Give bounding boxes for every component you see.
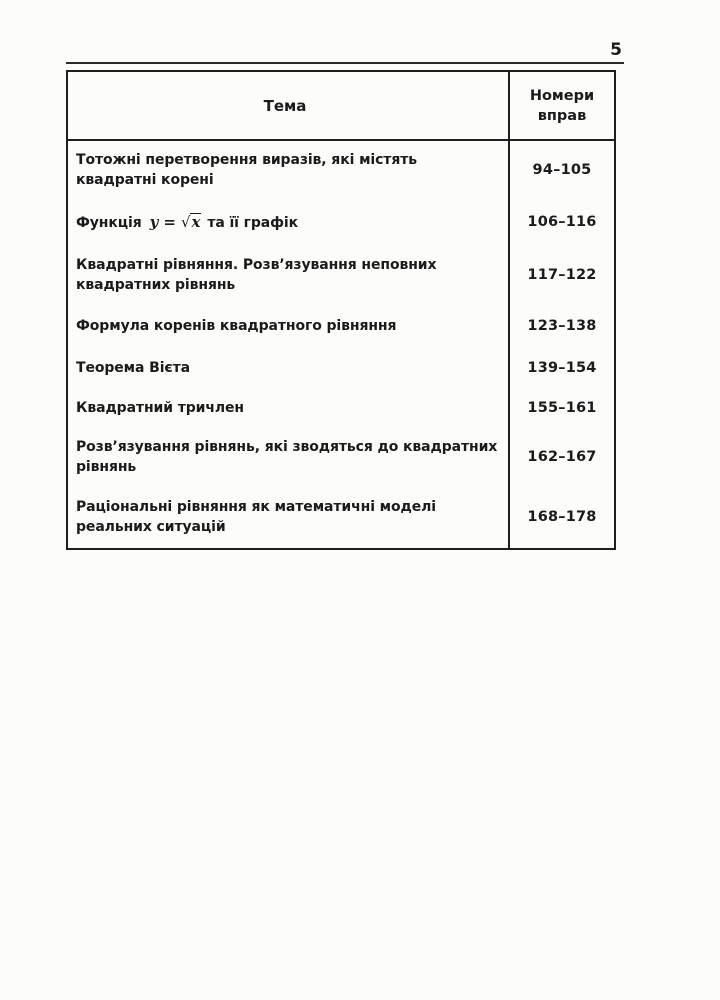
exercise-range: 162–167 (527, 449, 597, 465)
exercise-range: 123–138 (527, 318, 597, 334)
exercise-range: 139–154 (527, 360, 597, 376)
topic-text: Квадратний тричлен (76, 400, 244, 416)
range-cell (510, 348, 614, 388)
topic-cell (68, 304, 510, 348)
range-cell (510, 428, 614, 486)
exercise-range: 168–178 (527, 509, 597, 525)
topic-text: Формула коренів квадратного рівняння (76, 318, 397, 334)
range-cell (510, 246, 614, 304)
topic-text-prefix: Функція (76, 214, 142, 231)
table-row (68, 486, 614, 548)
range-cell (510, 304, 614, 348)
exercise-range: 106–116 (527, 214, 597, 230)
range-cell (510, 486, 614, 548)
exercise-range: 94–105 (532, 161, 592, 178)
formula-lhs: y = (149, 212, 176, 231)
range-cell (510, 388, 614, 428)
topic-text-function (76, 212, 298, 233)
topic-text: Тотожні перетворення виразів, які містять квадратні корені (76, 151, 417, 188)
topic-cell (68, 486, 510, 548)
header-numbers-label: Номери вправ (529, 87, 595, 124)
table-row (68, 348, 614, 388)
radical-sign-icon: √ (181, 212, 191, 231)
topic-cell (68, 198, 510, 246)
range-cell (510, 141, 614, 198)
topic-cell (68, 388, 510, 428)
square-root-symbol (181, 212, 201, 232)
range-cell (510, 198, 614, 246)
table-row (68, 246, 614, 304)
table-row (68, 198, 614, 246)
header-topic-cell (68, 72, 510, 139)
topic-text: Розв’язування рівнянь, які зводяться до квадратних рівнянь (76, 439, 498, 475)
header-rule (66, 62, 624, 64)
topic-cell (68, 141, 510, 198)
table-row (68, 304, 614, 348)
table-row (68, 141, 614, 198)
table-header-row (68, 72, 614, 141)
topic-cell (68, 246, 510, 304)
header-topic-label: Тема (263, 96, 307, 115)
page-number: 5 (610, 40, 622, 60)
exercise-range: 117–122 (527, 267, 597, 283)
topic-text-suffix: та її графік (207, 214, 298, 231)
sqrt-formula (150, 213, 202, 231)
topic-text: Квадратні рівняння. Розв’язування неповних квадратних рівнянь (76, 257, 437, 293)
table-row (68, 388, 614, 428)
radicand: x (191, 212, 201, 231)
topic-text: Раціональні рівняння як математичні моделі реальних ситуацій (76, 499, 436, 535)
exercise-range: 155–161 (527, 400, 597, 416)
table-row (68, 428, 614, 486)
header-numbers-cell (510, 72, 614, 139)
topic-cell (68, 348, 510, 388)
topics-table (66, 70, 616, 550)
topic-cell (68, 428, 510, 486)
topic-text: Теорема Вієта (76, 360, 190, 376)
